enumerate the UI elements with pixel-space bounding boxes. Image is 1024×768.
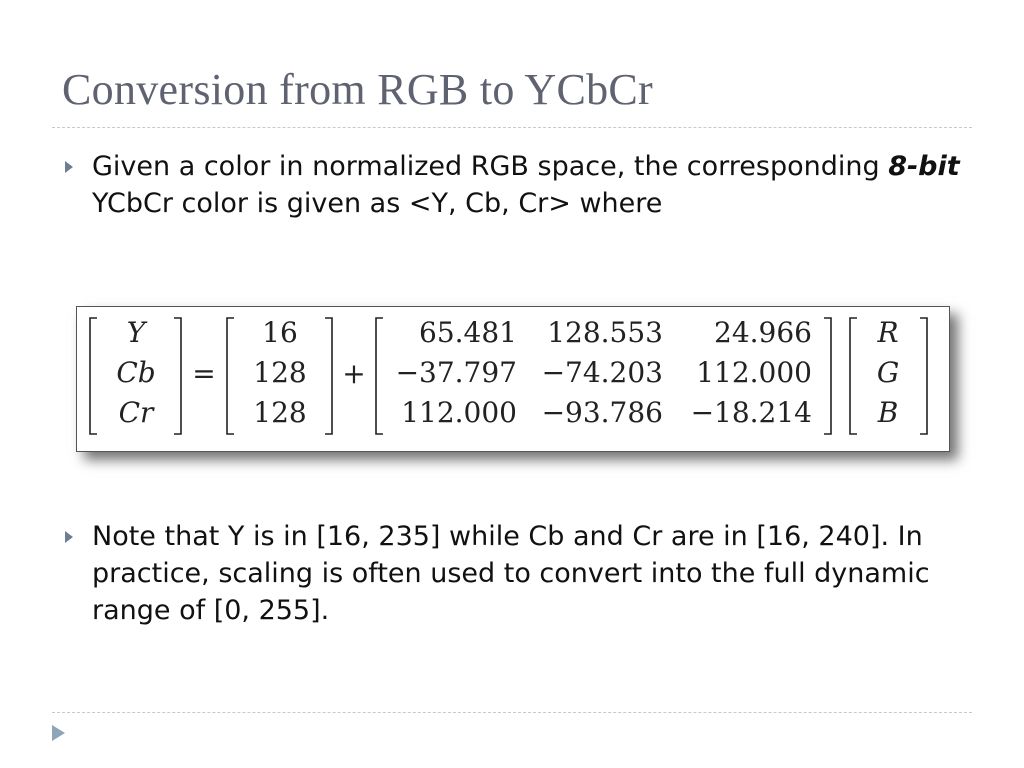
triangle-right-icon: [62, 160, 76, 174]
matrix-cell: −74.203: [541, 356, 663, 389]
matrix-cell: −93.786: [541, 396, 663, 429]
plus-sign: +: [342, 357, 366, 390]
matrix-cell: 112.000: [696, 356, 812, 389]
title-divider: [52, 127, 972, 128]
bullet-1-text-after: YCbCr color is given as <Y, Cb, Cr> where: [92, 188, 663, 219]
matrix-cell: −37.797: [395, 356, 517, 389]
equals-sign: =: [192, 357, 216, 390]
offset-1: 128: [253, 356, 307, 389]
input-r: R: [877, 316, 899, 349]
conversion-equation: [76, 306, 950, 452]
slide-title: Conversion from RGB to YCbCr: [62, 65, 653, 114]
footer-divider: [52, 712, 972, 713]
bullet-text-2: Note that Y is in [16, 235] while Cb and Cr are in [16, 240]. In practice, scaling is often used to convert into the full dynamic range of [0, 255].: [92, 521, 930, 626]
matrix-cell: 112.000: [401, 396, 517, 429]
output-cb: Cb: [116, 356, 156, 389]
bullet-text-1: [92, 148, 972, 222]
input-g: G: [876, 356, 900, 389]
matrix-cell: 65.481: [419, 316, 517, 349]
output-cr: Cr: [118, 396, 154, 429]
matrix-cell: 128.553: [547, 316, 663, 349]
triangle-right-icon: [62, 530, 76, 544]
bullet-1-text-before: Given a color in normalized RGB space, the corresponding: [92, 151, 889, 182]
bullet-1-emphasis: 8-bit: [888, 151, 960, 182]
matrix-cell: 24.966: [714, 316, 812, 349]
play-icon[interactable]: [50, 724, 66, 742]
matrix-cell: −18.214: [690, 396, 812, 429]
output-y: Y: [126, 316, 146, 349]
offset-0: 16: [262, 316, 298, 349]
offset-2: 128: [253, 396, 307, 429]
input-b: B: [877, 396, 899, 429]
